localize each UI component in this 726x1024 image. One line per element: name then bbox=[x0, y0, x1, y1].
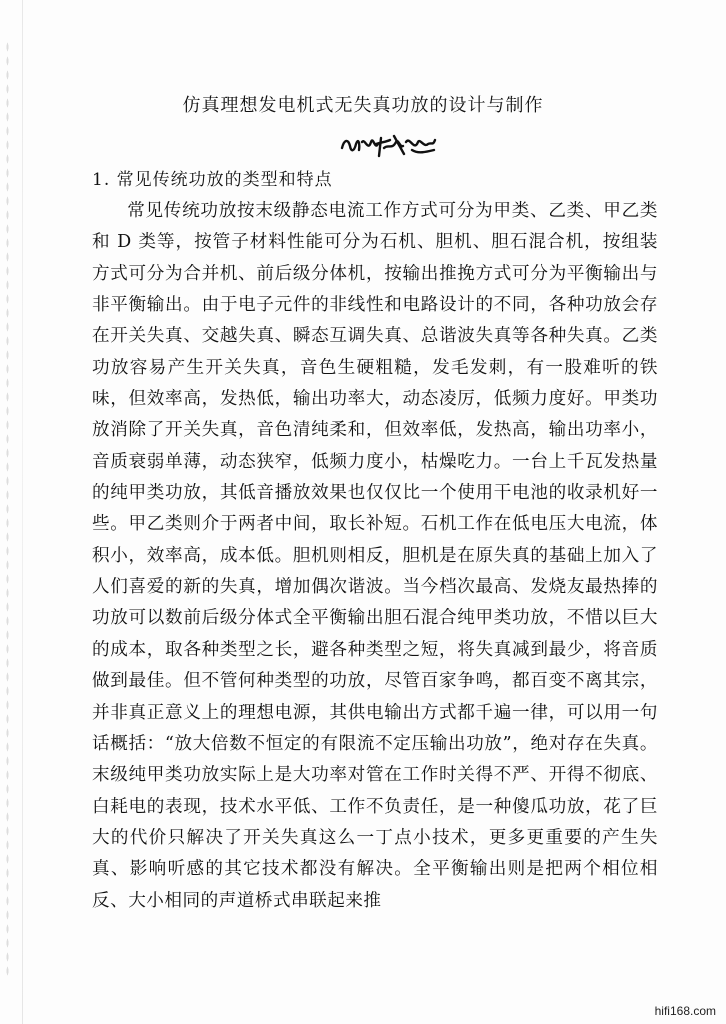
author-signature bbox=[338, 128, 438, 162]
scan-artifact bbox=[6, 40, 9, 980]
document-title: 仿真理想发电机式无失真功放的设计与制作 bbox=[182, 95, 544, 116]
body-paragraph: 常见传统功放按末级静态电流工作方式可分为甲类、乙类、甲乙类和 D 类等，按管子材料性能可分为石机、胆机、胆石混合机，按组装方式可分为合并机、前后级分体机，按输出推挽方式可分为平衡输出与非平衡输出。由于电子元件的非线性和电路设计的不同，各种功放会存在开关失真、交越失真、瞬态互调失真、总谐波失真等各种失真。乙类功放容易产生开关失真，音色生硬粗糙，发毛发刺，有一股难听的铁味，但效率高，发热低，输出功率大，动态凌厉，低频力度好。甲类功放消除了开关失真，音色清纯柔和，但效率低，发热高，输出功率小，音质衰弱单薄，动态狭窄，低频力度小，枯燥吃力。一台上千瓦发热量的纯甲类功放，其低音播放效果也仅仅比一个使用干电池的收录机好一些。甲乙类则介于两者中间，取长补短。石机工作在低电压大电流，体积小，效率高，成本低。胆机则相反，胆机是在原失真的基础上加入了人们喜爱的新的失真，增加偶次谐波。当今档次最高、发烧友最热捧的功放可以数前后级分体式全平衡输出胆石混合纯甲类功放，不惜以巨大的成本，取各种类型之长，避各种类型之短，将失真减到最少，将音质做到最佳。但不管何种类型的功放，尽管百家争鸣，都百变不离其宗，并非真正意义上的理想电源，其供电输出方式都千遍一律，可以用一句话概括：“放大倍数不恒定的有限流不定压输出功放”，绝对存在失真。末级纯甲类功放实际上是大功率对管在工作时关得不严、开得不彻底、白耗电的表现，技术水平低、工作不负责任，是一种傻瓜功放，花了巨大的代价只解决了开关失真这么一丁点小技术，更多更重要的产生失真、影响听感的其它技术都没有解决。全平衡输出则是把两个相位相反、大小相同的声道桥式串联起来推 bbox=[92, 201, 658, 911]
scan-edge bbox=[22, 0, 23, 1024]
site-watermark: hifi168.com bbox=[654, 1004, 716, 1018]
section-heading: 1. 常见传统功放的类型和特点 bbox=[92, 170, 333, 190]
